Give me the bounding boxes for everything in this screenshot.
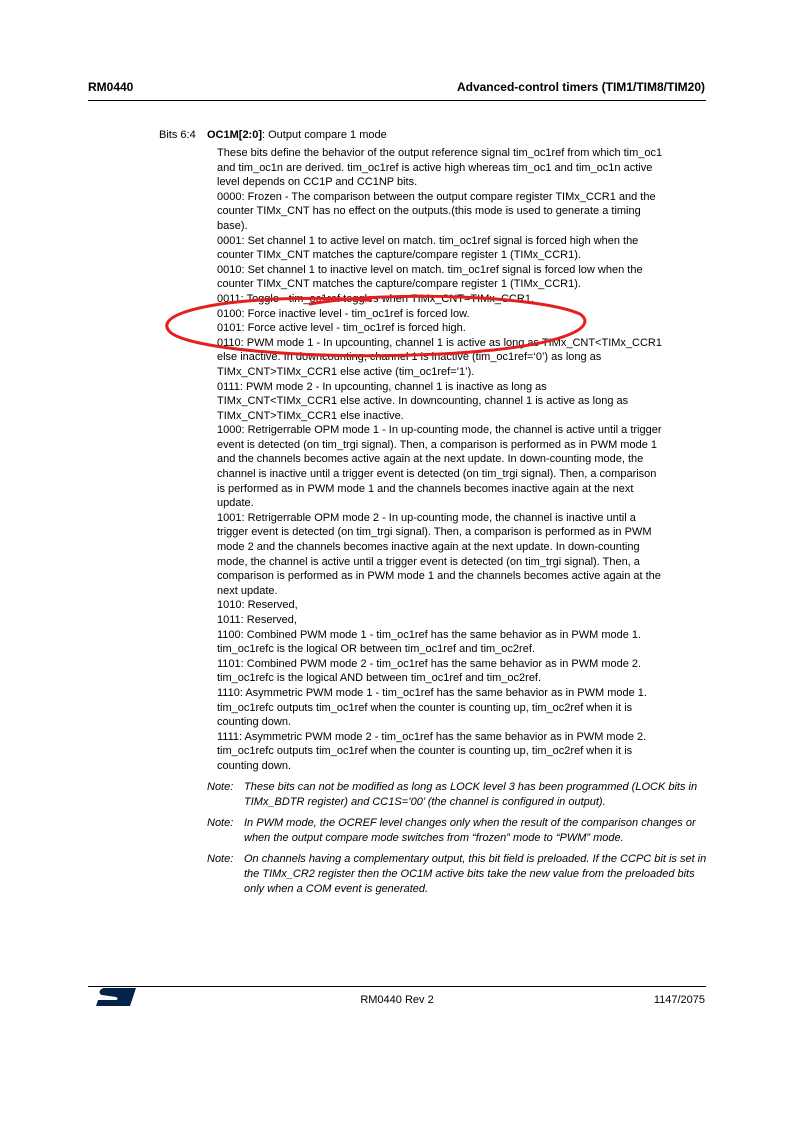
description-line: 1111: Asymmetric PWM mode 2 - tim_oc1ref has the same behavior as in PWM mode 2.	[217, 730, 647, 743]
note-label: Note:	[207, 853, 234, 866]
description-line: counter TIMx_CNT has no effect on the outputs.(this mode is used to generate a timing	[217, 205, 641, 218]
description-line: and tim_oc1n are derived. tim_oc1ref is active high whereas tim_oc1 and tim_oc1n active	[217, 161, 653, 174]
note	[207, 816, 707, 845]
note-label: Note:	[207, 817, 234, 830]
description-line: counting down.	[217, 716, 291, 729]
note-label: Note:	[207, 781, 234, 793]
header-section-title: Advanced-control timers (TIM1/TIM8/TIM20)	[456, 80, 705, 94]
description-line: 0110: PWM mode 1 - In upcounting, channel 1 is active as long as TIMx_CNT<TIMx_CCR1	[217, 336, 662, 349]
description-line: next update.	[217, 584, 278, 597]
description-line: 1101: Combined PWM mode 2 - tim_oc1ref has the same behavior as in PWM mode 2.	[217, 657, 642, 670]
footer-rule	[88, 986, 706, 987]
description-line: tim_oc1refc is the logical OR between tim_oc1ref and tim_oc2ref.	[217, 643, 535, 656]
description-line: 1000: Retrigerrable OPM mode 1 - In up-counting mode, the channel is active until a trigger	[217, 424, 662, 437]
description-line: level depends on CC1P and CC1NP bits.	[217, 176, 418, 189]
description-line: 0101: Force active level - tim_oc1ref is forced high.	[217, 322, 466, 335]
header-rule	[88, 100, 706, 101]
red-ellipse-annotation	[160, 286, 590, 360]
note-text: These bits can not be modified as long as LOCK level 3 has been programmed (LOCK bits in TIMx_BDTR register) and CC1S=’00’ (the channel is configured in output).	[244, 781, 698, 808]
footer-page-number: 1147/2075	[653, 994, 705, 1006]
description-line: mode, the channel is active until a trigger event is detected (on tim_trgi signal). Then, a	[217, 555, 640, 568]
description-line: 1001: Retrigerrable OPM mode 2 - In up-counting mode, the channel is inactive until a	[217, 511, 636, 524]
description-line: tim_oc1refc is the logical AND between tim_oc1ref and tim_oc2ref.	[217, 672, 542, 685]
description-line: and the channels becomes active again at the next update. In down-counting mode, the	[217, 453, 644, 466]
description-line: 0001: Set channel 1 to active level on match. tim_oc1ref signal is forced high when the	[217, 234, 639, 247]
description-line: tim_oc1refc outputs tim_oc1ref when the counter is counting up, tim_oc2ref when it is	[217, 745, 633, 758]
description-line: tim_oc1refc outputs tim_oc1ref when the counter is counting up, tim_oc2ref when it is	[217, 701, 633, 714]
notes-section	[207, 780, 707, 903]
description-line: These bits define the behavior of the output reference signal tim_oc1ref from which tim_oc1	[217, 147, 663, 159]
description-line: 1110: Asymmetric PWM mode 1 - tim_oc1ref has the same behavior as in PWM mode 1.	[217, 686, 647, 699]
description-line: update.	[217, 497, 254, 510]
description-line: 1011: Reserved,	[217, 614, 297, 626]
description-line: event is detected (on tim_trgi signal). Then, a comparison is performed as in PWM mode 1	[217, 438, 657, 451]
note-text: On channels having a complementary output, this bit field is preloaded. If the CCPC bit is set in the TIMx_CR2 register then the OC1M active bits take the new value from the preloaded bits only when a COM event is generated.	[244, 853, 707, 895]
description-line: 0010: Set channel 1 to inactive level on match. tim_oc1ref signal is forced low when the	[217, 263, 643, 276]
description-line: 0011: Toggle - tim_oc1ref toggles when TIMx_CNT=TIMx_CCR1.	[217, 292, 534, 305]
description-line: counter TIMx_CNT matches the capture/compare register 1 (TIMx_CCR1).	[217, 249, 581, 262]
bitfield-name-suffix: : Output compare 1 mode	[262, 129, 387, 141]
bitfield-description	[217, 146, 703, 774]
bitfield-name: OC1M[2:0]	[207, 129, 263, 141]
description-line: mode 2 and the channels becomes inactive again at the next update. In down-counting	[217, 541, 640, 554]
description-line: counter TIMx_CNT matches the capture/compare register 1 (TIMx_CCR1).	[217, 278, 581, 291]
description-line: trigger event is detected (on tim_trgi signal). Then, a comparison is performed as in PWM	[217, 526, 652, 539]
bitfield-title	[207, 129, 387, 141]
description-line: counting down.	[217, 759, 291, 772]
description-line: 1100: Combined PWM mode 1 - tim_oc1ref has the same behavior as in PWM mode 1.	[217, 628, 642, 641]
description-line: 0000: Frozen - The comparison between the output compare register TIMx_CCR1 and the	[217, 190, 656, 203]
description-line: base).	[217, 219, 248, 232]
description-line: else inactive. In downcounting, channel 1 is inactive (tim_oc1ref=‘0’) as long as	[217, 351, 602, 364]
description-line: TIMx_CNT>TIMx_CCR1 else inactive.	[217, 409, 404, 422]
description-line: 1010: Reserved,	[217, 599, 298, 612]
note	[207, 780, 707, 809]
header-doc-id: RM0440	[88, 80, 134, 94]
description-line: TIMx_CNT>TIMx_CCR1 else active (tim_oc1ref=’1’).	[217, 365, 475, 378]
description-line: 0111: PWM mode 2 - In upcounting, channel 1 is inactive as long as	[217, 380, 547, 393]
description-line: comparison is performed as in PWM mode 1 and the channels becomes active again at the	[217, 570, 661, 583]
description-line: is performed as in PWM mode 1 and the channels becomes inactive again at the next	[217, 482, 634, 495]
bits-range-label: Bits 6:4	[159, 129, 196, 141]
note-text: In PWM mode, the OCREF level changes only when the result of the comparison changes or when the output compare mode switches from “frozen” mode to “PWM” mode.	[244, 817, 696, 844]
description-line: TIMx_CNT<TIMx_CCR1 else active. In downcounting, channel 1 is active as long as	[217, 395, 629, 408]
note	[207, 852, 707, 896]
description-line: 0100: Force inactive level - tim_oc1ref is forced low.	[217, 307, 470, 320]
description-line: channel is inactive until a trigger event is detected (on tim_trgi signal). Then, a comparison	[217, 468, 657, 481]
footer-doc-revision: RM0440 Rev 2	[360, 994, 434, 1006]
